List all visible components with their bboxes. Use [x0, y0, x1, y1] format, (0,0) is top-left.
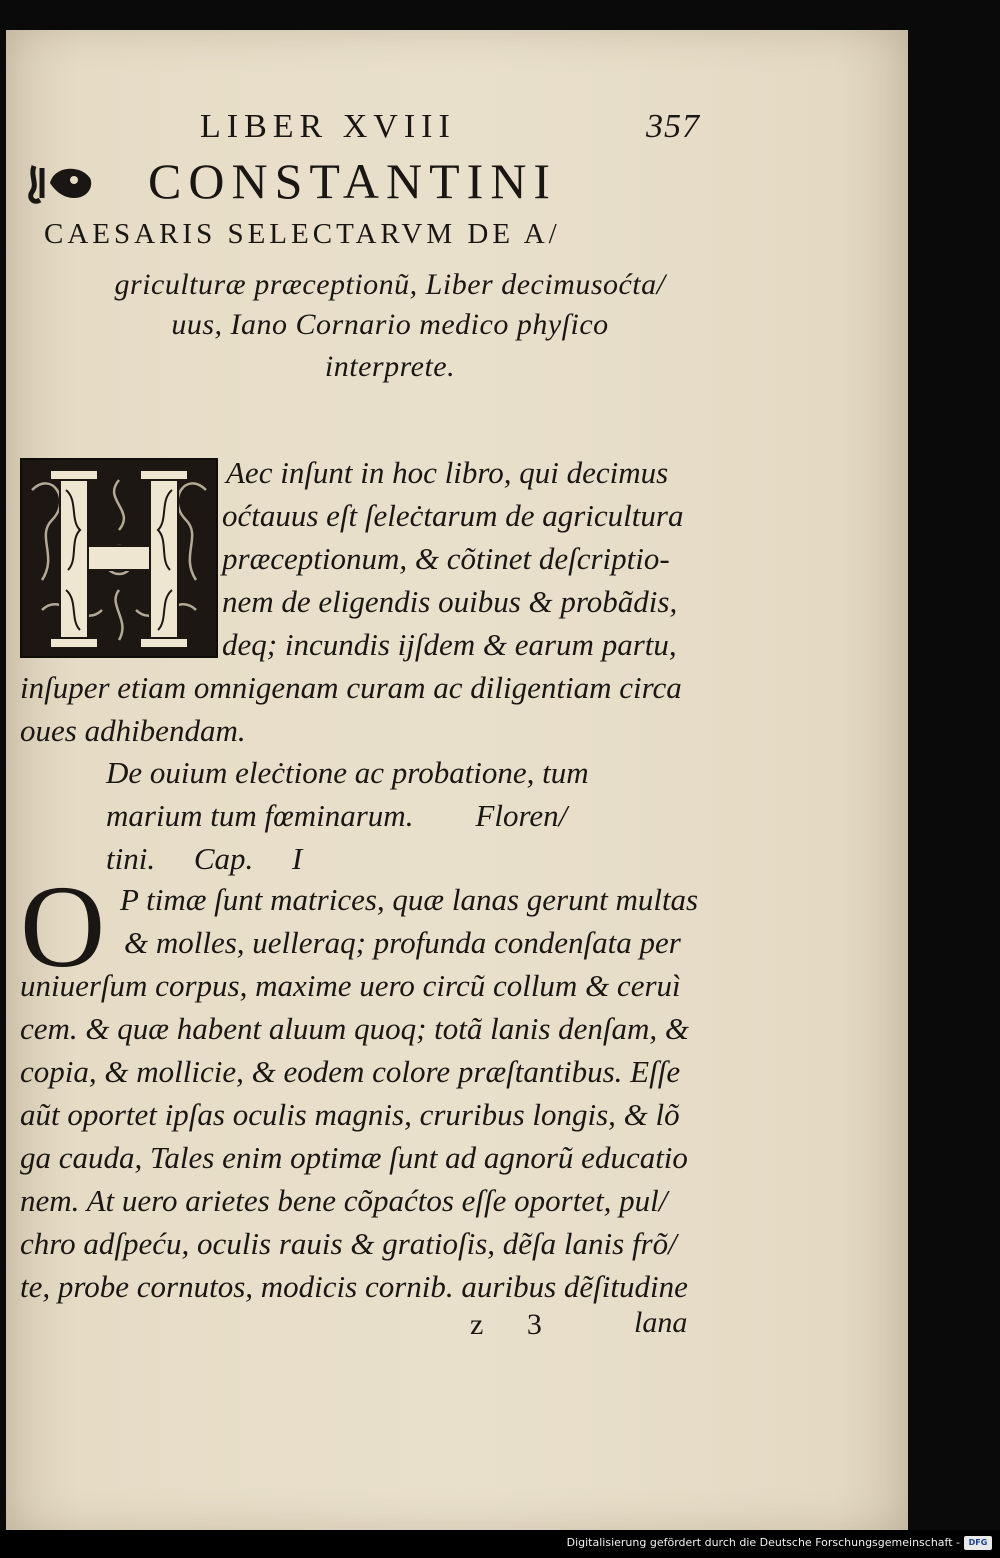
intro-line-5: deq; incundis ijſdem & earum partu,: [222, 627, 677, 662]
chapter-line-6: aũt oportet ipſas oculis magnis, cruribus longis, & lõ: [20, 1097, 680, 1132]
chapter-line-1: P timæ ſunt matrices, quæ lanas gerunt multas: [120, 882, 699, 917]
intro-line-3: præceptionum, & cõtinet deſcriptio-: [222, 541, 670, 576]
intro-line-6: inſuper etiam omnigenam curam ac diligentiam circa: [20, 670, 682, 705]
title-main: CONSTANTINI: [148, 153, 558, 209]
running-head-title: LIBER XVIII: [200, 108, 456, 145]
chapter-line-9: chro adſpeću, oculis rauis & gratioſis, dẽſa lanis frõ/: [20, 1226, 677, 1261]
intro-line-1: Aec inſunt in hoc libro, qui decimus: [226, 455, 669, 490]
floral-initial-icon: [22, 460, 216, 656]
chapter-line-4: cem. & quæ habent aluum quoq; totã lanis denſam, &: [20, 1011, 690, 1046]
chapter-line-8: nem. At uero arietes bene cõpaćtos eſſe oportet, pul/: [20, 1183, 668, 1218]
decorated-initial-h: [20, 458, 218, 658]
chapter-heading-line-1: De ouium eleċtione ac probatione, tum: [106, 755, 589, 790]
chapter-heading-line-3: tini. Cap. I: [106, 841, 303, 876]
chapter-line-3: uniuerſum corpus, maxime uero circũ collum & ceruì: [20, 968, 681, 1003]
title-italic-line-3: interprete.: [324, 350, 456, 383]
intro-line-4: nem de eligendis ouibus & probãdis,: [222, 584, 678, 619]
running-head: [200, 108, 700, 148]
fleuron-ornament-icon: [28, 158, 98, 208]
title-italic-line-1: griculturæ præceptionũ, Liber decimusoćta/: [114, 268, 666, 301]
intro-line-7: oues adhibendam.: [20, 713, 246, 748]
chapter-line-7: ga cauda, Tales enim optimæ ſunt ad agnorũ educatio: [20, 1140, 688, 1175]
chapter-line-10: te, probe cornutos, modicis cornib. auribus dẽſitudine: [20, 1269, 688, 1304]
catchword: lana: [634, 1306, 688, 1339]
intro-line-2: oćtauus eſt ſeleċtarum de agricultura: [222, 498, 684, 533]
chapter-heading-line-2: marium tum fœminarum. Floren/: [106, 798, 568, 833]
title-sub: CAESARIS SELECTARVM DE A/: [44, 218, 561, 250]
page-number: 357: [646, 108, 700, 145]
signature-mark: z 3: [470, 1308, 560, 1341]
footer-credit: Digitalisierung gefördert durch die Deutsche Forschungsgemeinschaft -: [566, 1536, 960, 1549]
title-italic-line-2: uus, Iano Cornario medico phyſico: [171, 308, 609, 341]
chapter-line-2: & molles, uelleraq; profunda condenſata per: [124, 925, 681, 960]
drop-capital-o: O: [20, 861, 106, 992]
chapter-line-5: copia, & mollicie, & eodem colore præſtantibus. Eſſe: [20, 1054, 681, 1089]
dfg-logo-icon: DFG: [964, 1536, 992, 1550]
